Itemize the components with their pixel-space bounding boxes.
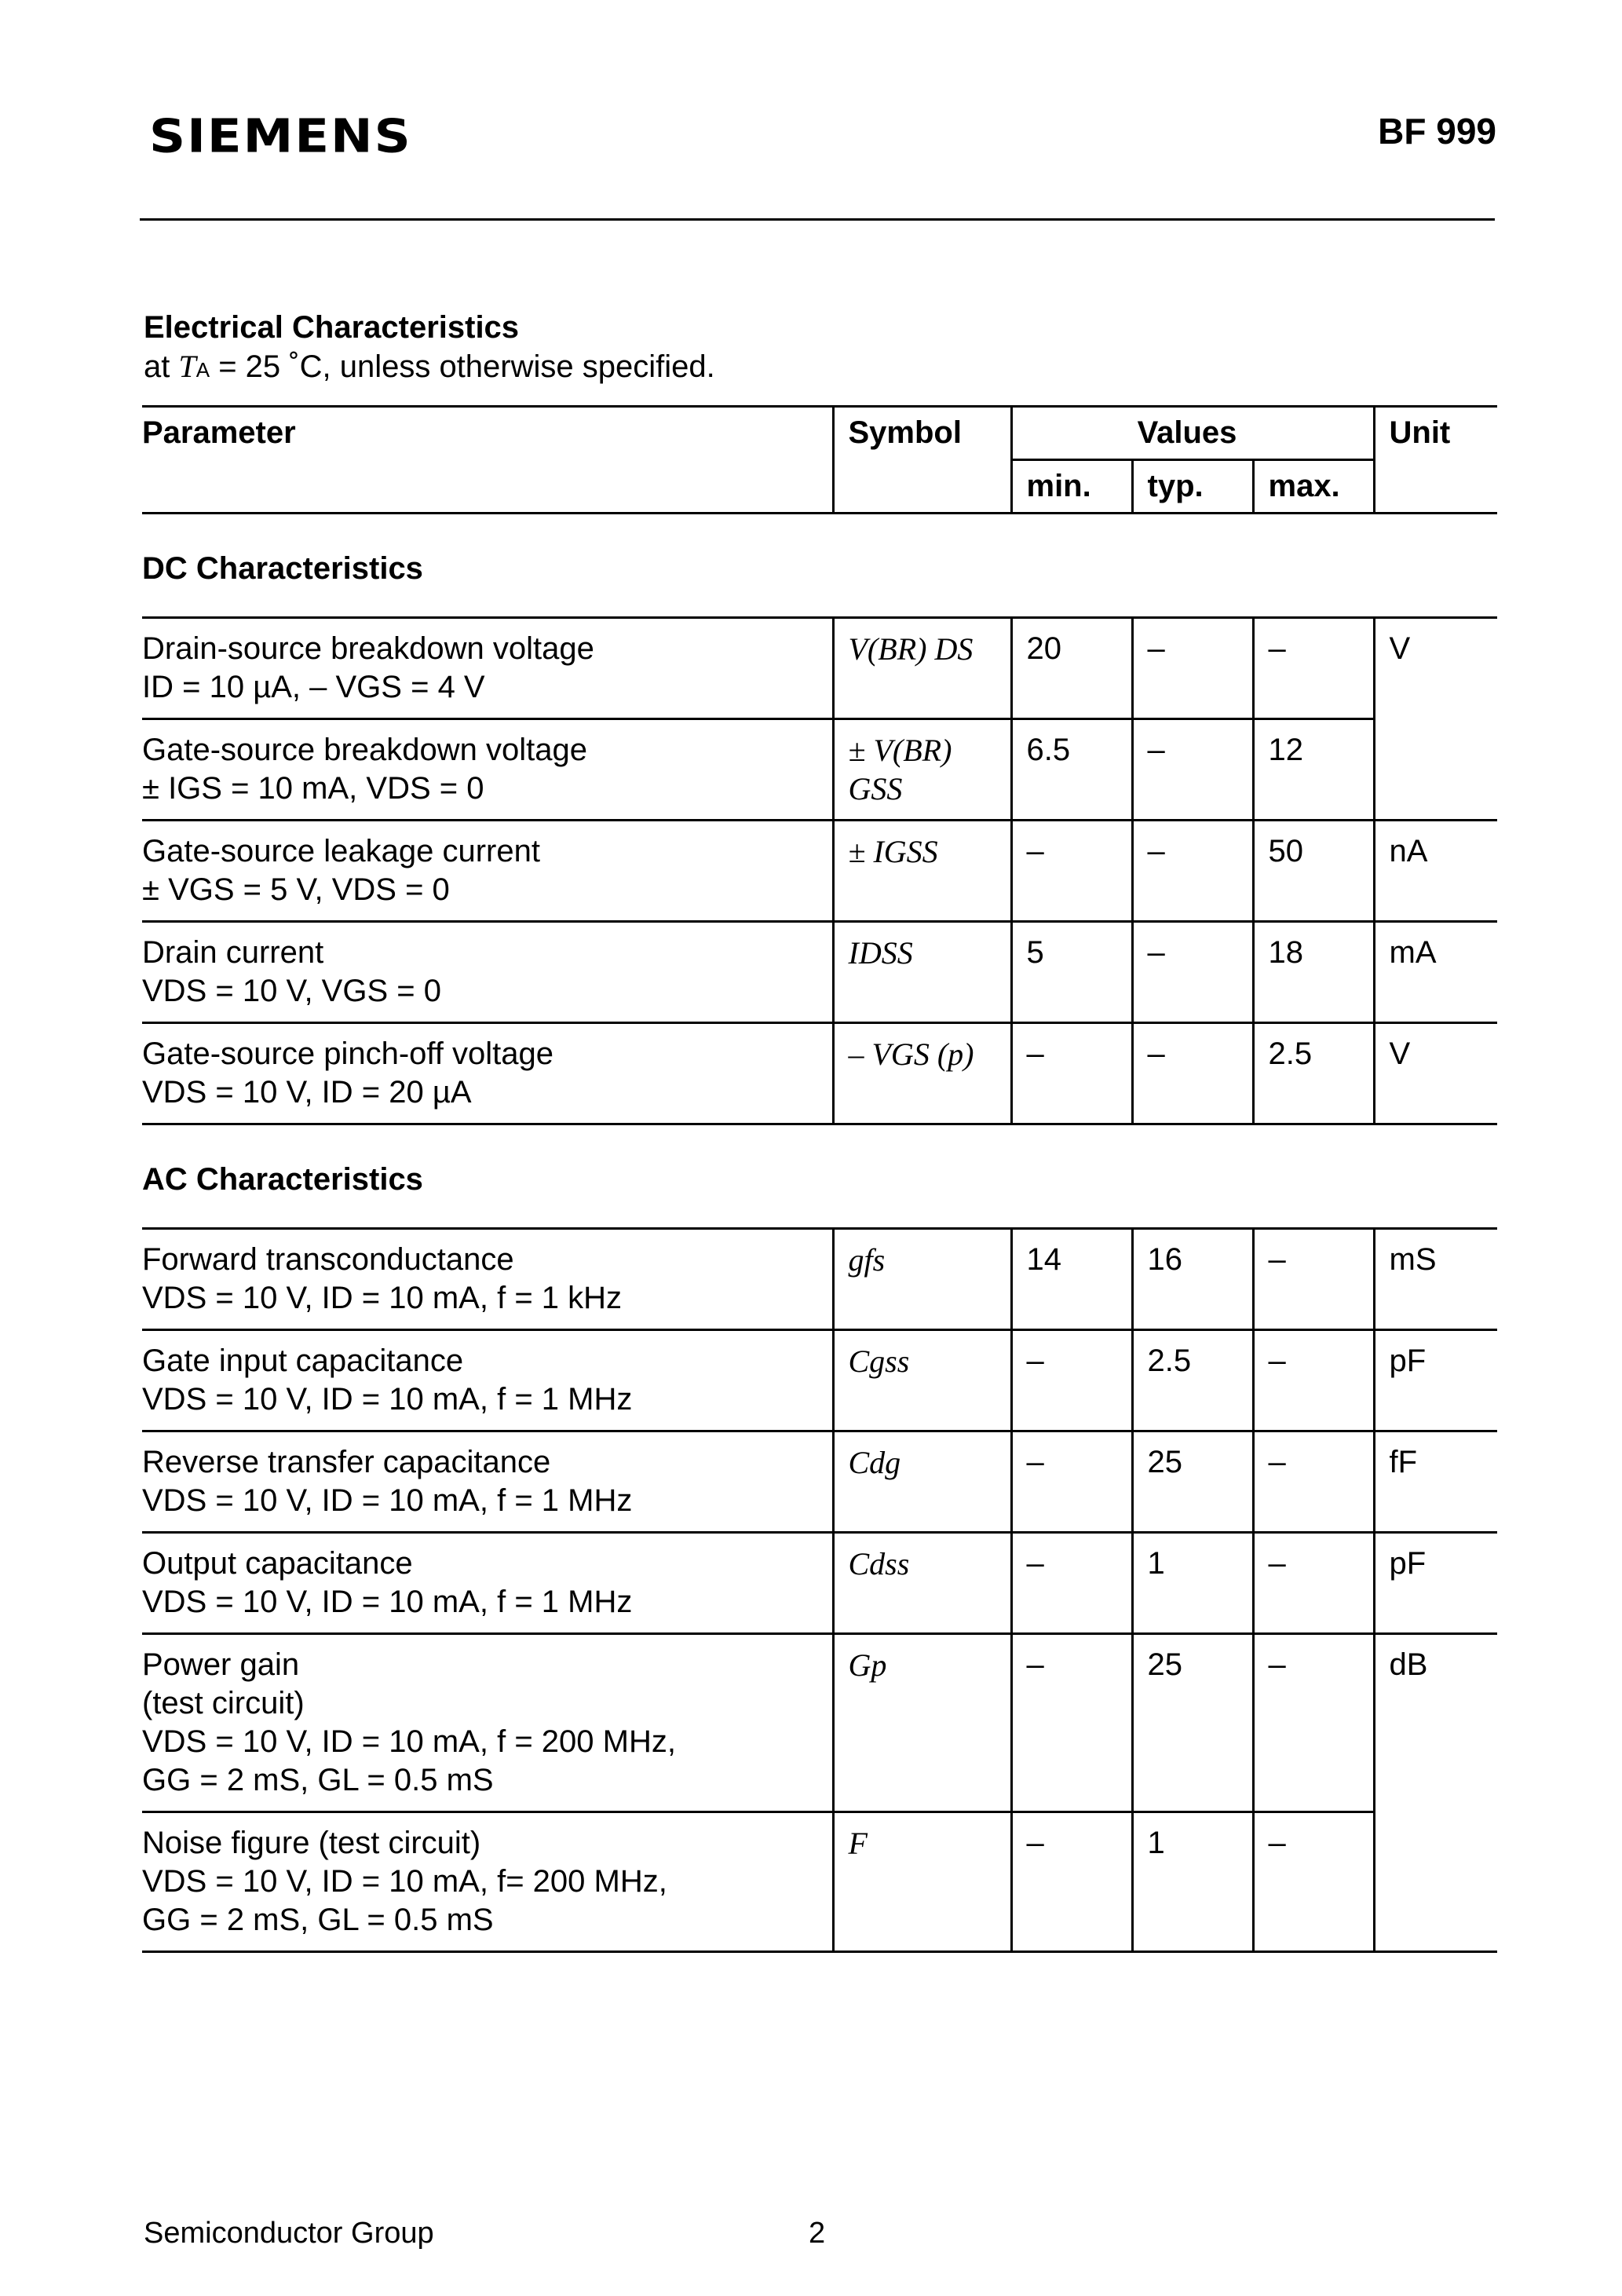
row-parameter-cell [142,618,833,719]
row-min: – [1011,1023,1132,1124]
subtitle-prefix: at [144,349,179,384]
subtitle-suffix: = 25 ˚C, unless otherwise specified. [210,349,715,384]
row-parameter-2: (test circuit) [142,1686,305,1720]
row-parameter-cell [142,821,833,922]
table-row [142,922,1497,1023]
row-symbol: IDSS [833,922,1011,1023]
row-max: – [1253,1229,1374,1330]
row-condition: ± IGS = 10 mA, VDS = 0 [142,771,484,806]
row-symbol: Cdg [833,1431,1011,1533]
row-typ: – [1132,821,1253,922]
table-row [142,1812,1497,1952]
row-parameter: Power gain [142,1647,300,1682]
header-unit: Unit [1374,407,1497,514]
row-condition: VDS = 10 V, ID = 10 mA, f = 1 MHz [142,1483,633,1518]
row-parameter: Gate-source breakdown voltage [142,733,587,767]
row-min: – [1011,1533,1132,1634]
header-min: min. [1011,460,1132,514]
row-unit: V [1374,1023,1497,1124]
row-symbol: ± IGSS [833,821,1011,922]
table-row [142,1229,1497,1330]
row-condition: ID = 10 µA, – VGS = 4 V [142,670,485,704]
row-parameter-cell [142,1533,833,1634]
row-parameter-cell [142,1634,833,1812]
row-symbol: F [833,1812,1011,1952]
table-row [142,618,1497,719]
row-min: – [1011,821,1132,922]
row-parameter-cell [142,1431,833,1533]
table-row [142,821,1497,922]
table-row [142,1634,1497,1812]
characteristics-table [142,405,1497,1953]
row-max: – [1253,1330,1374,1431]
header-values: Values [1011,407,1374,460]
siemens-logo: SIEMENS [149,110,412,164]
row-min: 14 [1011,1229,1132,1330]
row-parameter-cell [142,1812,833,1952]
row-unit: dB [1374,1634,1497,1952]
row-typ: 1 [1132,1533,1253,1634]
row-typ: – [1132,922,1253,1023]
row-parameter-cell [142,1023,833,1124]
section-title: Electrical Characteristics [144,310,520,345]
row-symbol: Gp [833,1634,1011,1812]
row-max: – [1253,618,1374,719]
subtitle-var: T [178,349,196,384]
row-condition: VDS = 10 V, VGS = 0 [142,974,441,1008]
row-min: – [1011,1634,1132,1812]
row-max: 18 [1253,922,1374,1023]
row-symbol: Cgss [833,1330,1011,1431]
header-max: max. [1253,460,1374,514]
row-condition-2: GG = 2 mS, GL = 0.5 mS [142,1763,494,1797]
row-parameter: Noise figure (test circuit) [142,1826,481,1860]
row-unit: fF [1374,1431,1497,1533]
row-typ: 2.5 [1132,1330,1253,1431]
row-symbol: V(BR) DS [833,618,1011,719]
row-condition: VDS = 10 V, ID = 10 mA, f= 200 MHz, [142,1864,667,1899]
row-condition: ± VGS = 5 V, VDS = 0 [142,872,450,907]
row-typ: 16 [1132,1229,1253,1330]
row-parameter: Gate-source pinch-off voltage [142,1036,554,1071]
row-parameter: Drain-source breakdown voltage [142,631,594,666]
dc-rows [142,618,1497,1124]
row-parameter: Gate-source leakage current [142,834,540,868]
row-symbol: gfs [833,1229,1011,1330]
table-row [142,1431,1497,1533]
table-row [142,719,1497,821]
row-condition: VDS = 10 V, ID = 10 mA, f = 200 MHz, [142,1724,676,1759]
row-parameter: Drain current [142,935,324,970]
row-max: – [1253,1533,1374,1634]
row-min: 6.5 [1011,719,1132,821]
header-divider [140,218,1495,221]
row-condition: VDS = 10 V, ID = 10 mA, f = 1 kHz [142,1281,623,1315]
header-symbol: Symbol [833,407,1011,514]
table-row [142,1023,1497,1124]
row-min: – [1011,1812,1132,1952]
dc-section-title: DC Characteristics [142,550,423,586]
row-unit: pF [1374,1330,1497,1431]
row-condition-2: GG = 2 mS, GL = 0.5 mS [142,1903,494,1937]
row-min: 5 [1011,922,1132,1023]
page-number: 2 [809,2217,826,2250]
table-row [142,1533,1497,1634]
row-max: – [1253,1634,1374,1812]
row-min: 20 [1011,618,1132,719]
row-parameter-cell [142,1229,833,1330]
row-max: 2.5 [1253,1023,1374,1124]
part-number: BF 999 [1378,111,1496,152]
row-condition: VDS = 10 V, ID = 10 mA, f = 1 MHz [142,1382,633,1417]
section-subtitle [144,348,715,385]
row-parameter-cell [142,922,833,1023]
row-typ: 25 [1132,1634,1253,1812]
row-unit: mA [1374,922,1497,1023]
row-symbol: ± V(BR) GSS [833,719,1011,821]
row-max: – [1253,1431,1374,1533]
ac-rows [142,1229,1497,1952]
row-parameter-cell [142,1330,833,1431]
row-max: – [1253,1812,1374,1952]
header-typ: typ. [1132,460,1253,514]
row-parameter: Reverse transfer capacitance [142,1445,551,1479]
row-symbol: Cdss [833,1533,1011,1634]
row-min: – [1011,1330,1132,1431]
row-parameter: Forward transconductance [142,1242,514,1277]
row-unit: nA [1374,821,1497,922]
row-typ: – [1132,1023,1253,1124]
row-condition: VDS = 10 V, ID = 20 µA [142,1075,472,1110]
row-condition: VDS = 10 V, ID = 10 mA, f = 1 MHz [142,1585,633,1619]
row-typ: 25 [1132,1431,1253,1533]
row-typ: – [1132,719,1253,821]
row-parameter-cell [142,719,833,821]
ac-section-title: AC Characteristics [142,1161,423,1197]
row-min: – [1011,1431,1132,1533]
header-parameter: Parameter [142,407,833,514]
subtitle-var-sub: A [195,358,210,382]
row-unit: V [1374,618,1497,821]
row-parameter: Output capacitance [142,1546,413,1581]
row-typ: 1 [1132,1812,1253,1952]
table-row [142,1330,1497,1431]
row-symbol: – VGS (p) [833,1023,1011,1124]
row-max: 12 [1253,719,1374,821]
row-max: 50 [1253,821,1374,922]
row-parameter: Gate input capacitance [142,1344,464,1378]
row-typ: – [1132,618,1253,719]
row-unit: mS [1374,1229,1497,1330]
row-unit: pF [1374,1533,1497,1634]
footer-group: Semiconductor Group [144,2217,434,2250]
